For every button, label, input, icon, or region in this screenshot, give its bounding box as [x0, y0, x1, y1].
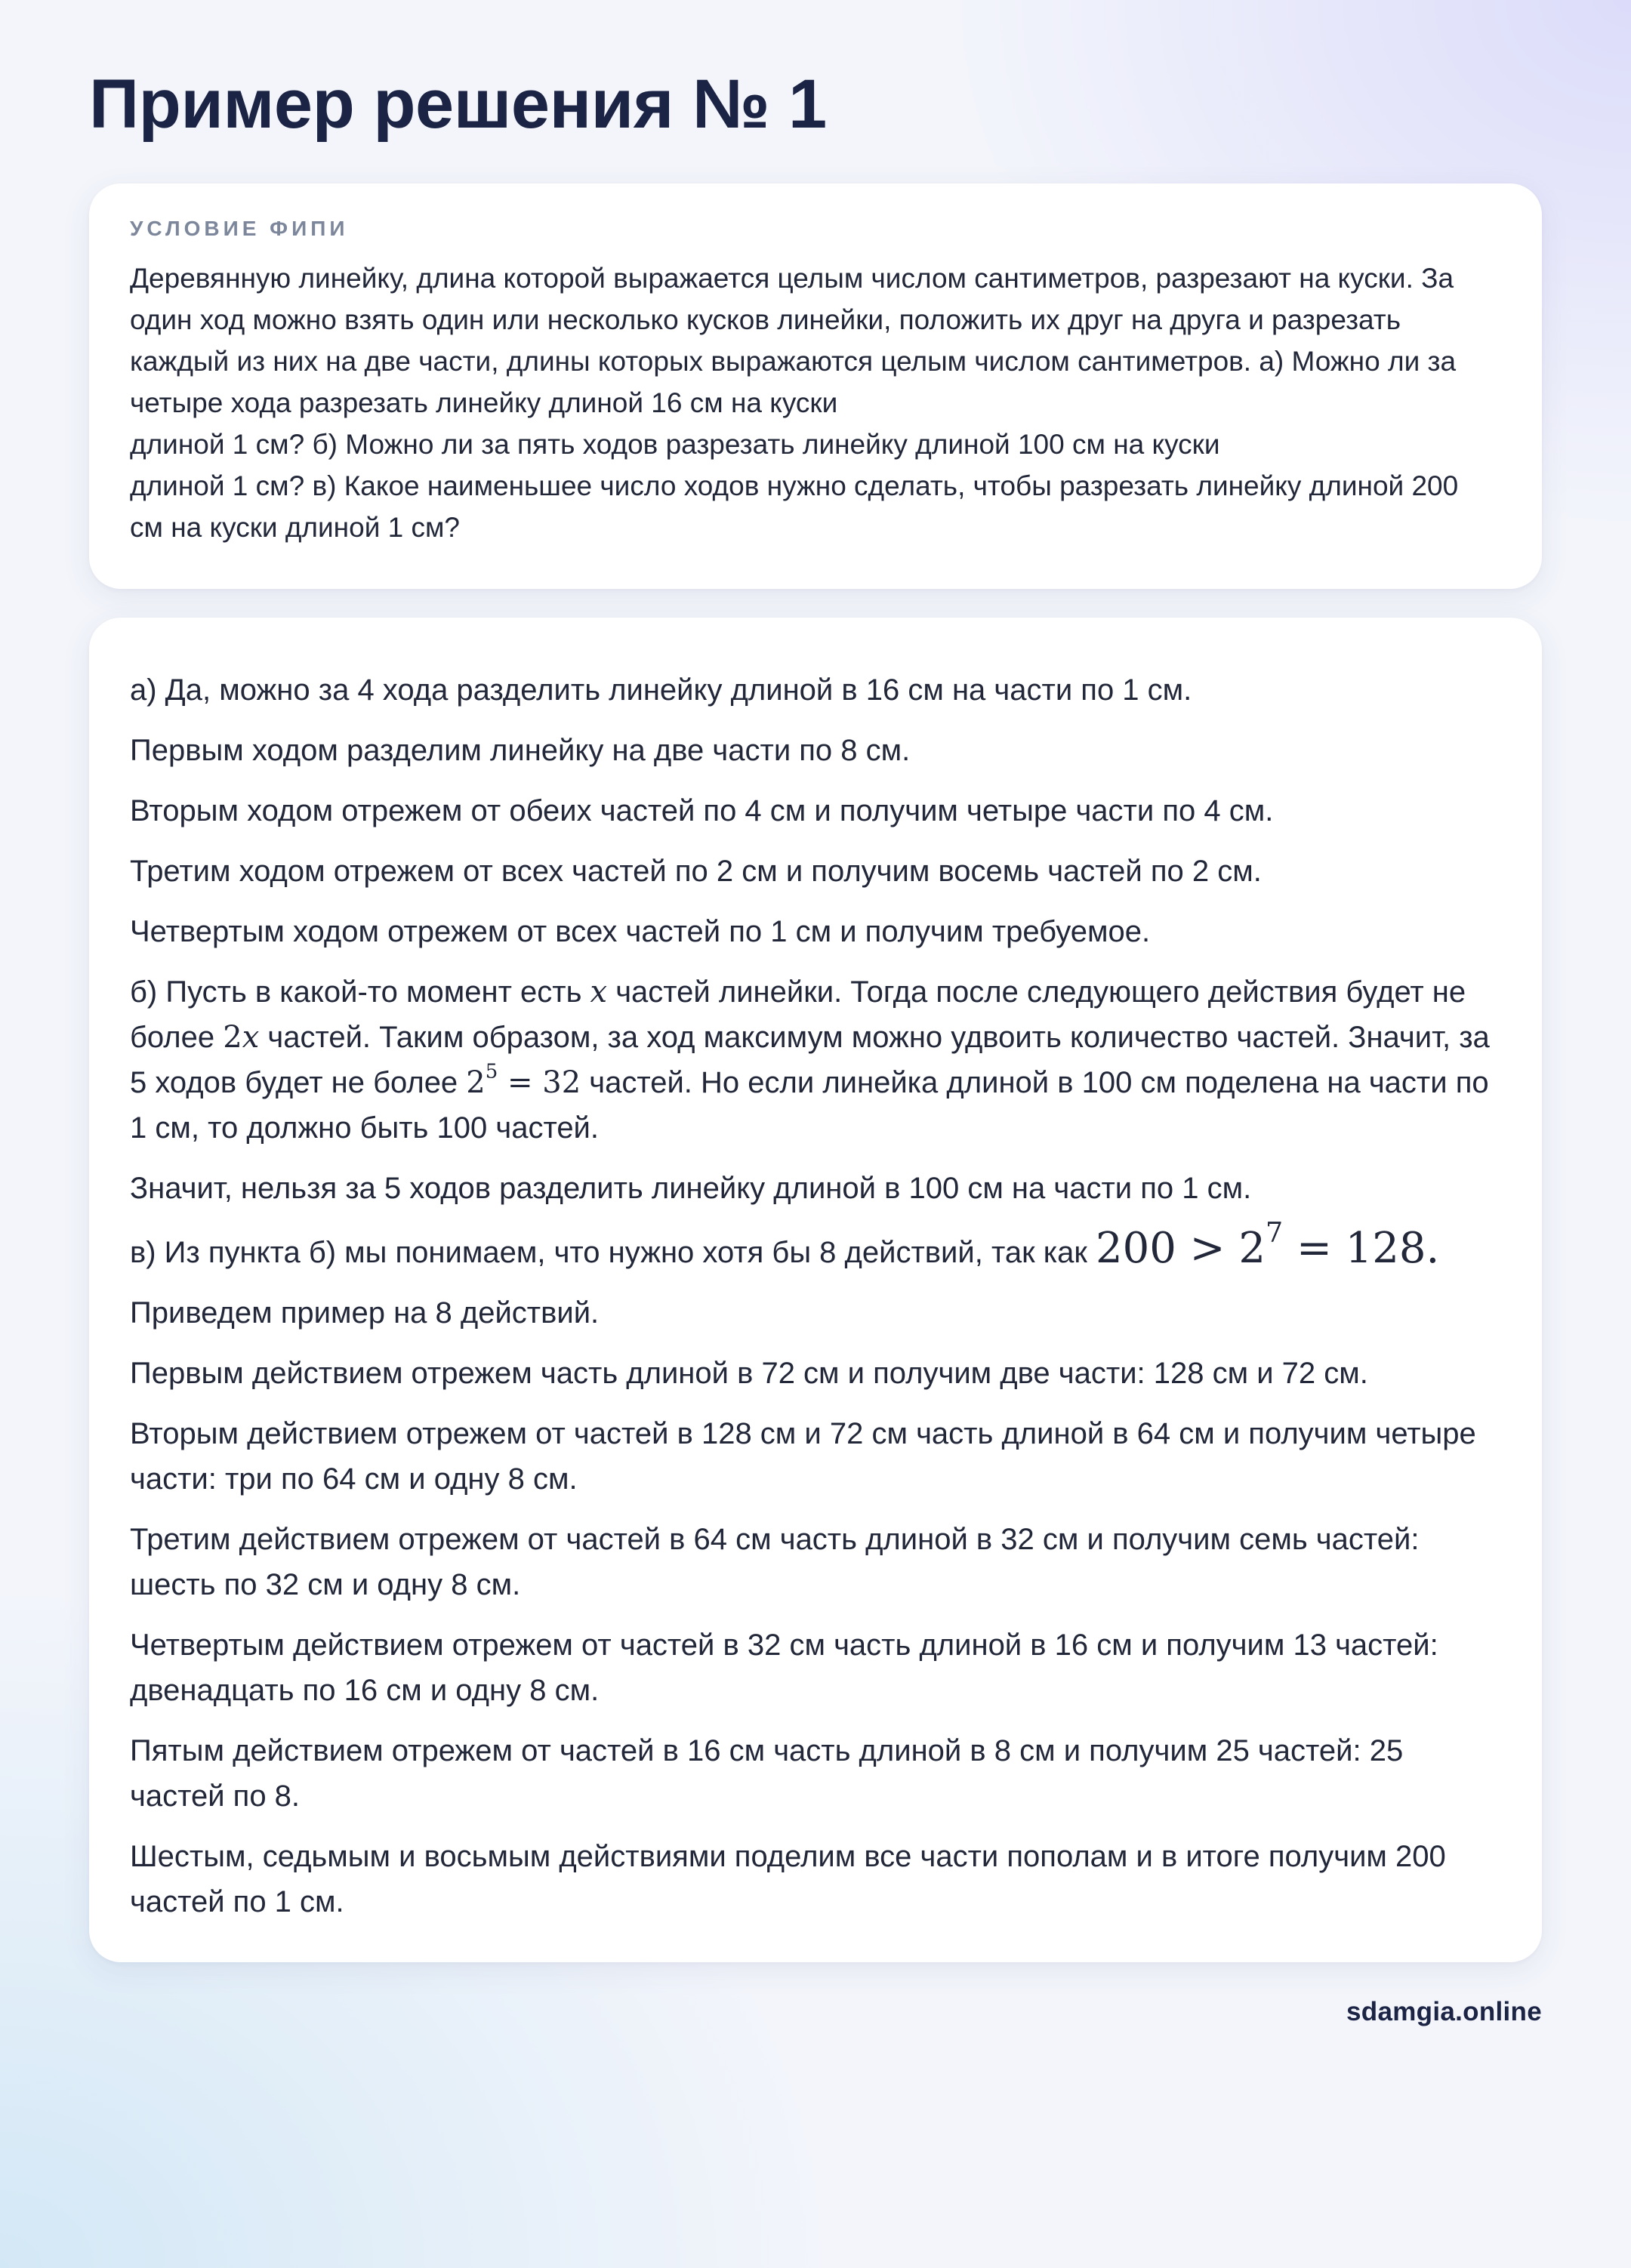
condition-text: [130, 257, 1500, 548]
solution-paragraph: Шестым, седьмым и восьмым действиями поделим все части пополам и в итоге получим 200 частей по 1 см.: [130, 1840, 1446, 1918]
solution-paragraph: Третим ходом отрежем от всех частей по 2 см и получим восемь частей по 2 см.: [130, 855, 1262, 888]
text-run: частей линейки. Тогда после следующего действия будет не более: [130, 975, 1466, 1054]
condition-line: длиной 1 см? в) Какое наименьшее число ходов нужно сделать, чтобы разрезать линейку длиной 200: [130, 470, 1459, 501]
condition-line: длиной 1 см? б) Можно ли за пять ходов разрезать линейку длиной 100 см на куски: [130, 429, 1220, 460]
solution-paragraph: Третим действием отрежем от частей в 64 см часть длиной в 32 см и получим семь частей: шесть по 32 см и одну 8 см.: [130, 1523, 1420, 1601]
math-left: 200 > 2: [1095, 1224, 1266, 1273]
text-run: частей. Но если линейка длиной в 100 см поделена на части по 1 см, то должно быть 100 частей.: [130, 1066, 1489, 1145]
math-base: 2: [466, 1065, 486, 1100]
math-inequality: [1095, 1216, 1440, 1273]
condition-line: Деревянную линейку, длина которой выражается целым числом сантиметров, разрезают на куски. За: [130, 263, 1454, 294]
page-title: Пример решения № 1: [89, 66, 827, 143]
math-exponent: 5: [485, 1060, 498, 1083]
brand-watermark: sdamgia.online: [1346, 1997, 1542, 2026]
solution-paragraph: Четвертым ходом отрежем от всех частей по 1 см и получим требуемое.: [130, 915, 1151, 948]
solution-paragraph: а) Да, можно за 4 хода разделить линейку длиной в 16 см на части по 1 см.: [130, 673, 1192, 707]
solution-paragraph: [130, 1216, 1500, 1275]
text-run: б) Пусть в какой-то момент есть: [130, 975, 590, 1009]
solution-paragraph: Вторым действием отрежем от частей в 128 см и 72 см часть длиной в 64 см и получим четыре части: три по 64 см и одну 8 см.: [130, 1417, 1476, 1496]
solution-paragraph: Пятым действием отрежем от частей в 16 см часть длиной в 8 см и получим 25 частей: 25 частей по 8.: [130, 1734, 1404, 1813]
text-run: частей. Таким образом, за ход максимум можно удвоить количество частей. Значит, за 5 ходов будет не более: [130, 1021, 1490, 1099]
solution-paragraph: Первым действием отрежем часть длиной в 72 см и получим две части: 128 см и 72 см.: [130, 1357, 1368, 1390]
text-run: в) Из пункта б) мы понимаем, что нужно хотя бы 8 действий, так как: [130, 1236, 1096, 1269]
solution-paragraph: [130, 969, 1500, 1151]
math-right: = 128.: [1283, 1224, 1440, 1273]
math-rest: = 32: [498, 1065, 581, 1100]
solution-paragraph: Четвертым действием отрежем от частей в 32 см часть длиной в 16 см и получим 13 частей: двенадцать по 16 см и одну 8 см.: [130, 1629, 1438, 1707]
condition-card: [89, 183, 1542, 589]
condition-line: каждый из них на две части, длины которых выражаются целым числом сантиметров. а) Можно ли за: [130, 346, 1457, 377]
condition-label: УСЛОВИЕ ФИПИ: [130, 217, 349, 240]
solution-card: [89, 618, 1542, 1962]
condition-line: см на куски длиной 1 см?: [130, 512, 461, 543]
math-x: x: [590, 975, 608, 1009]
solution-paragraph: Значит, нельзя за 5 ходов разделить линейку длиной в 100 см на части по 1 см.: [130, 1172, 1252, 1205]
condition-line: четыре хода разрезать линейку длиной 16 см на куски: [130, 387, 838, 418]
math-coef: 2: [223, 1020, 242, 1055]
math-power: [466, 1060, 581, 1100]
math-var: x: [242, 1020, 260, 1055]
math-exponent: 7: [1265, 1216, 1284, 1249]
condition-line: один ход можно взять один или несколько кусков линейки, положить их друг на друга и разрезать: [130, 304, 1401, 335]
solution-paragraph: Первым ходом разделим линейку на две части по 8 см.: [130, 734, 911, 767]
solution-paragraph: Вторым ходом отрежем от обеих частей по 4 см и получим четыре части по 4 см.: [130, 794, 1274, 827]
solution-paragraph: Приведем пример на 8 действий.: [130, 1296, 600, 1330]
